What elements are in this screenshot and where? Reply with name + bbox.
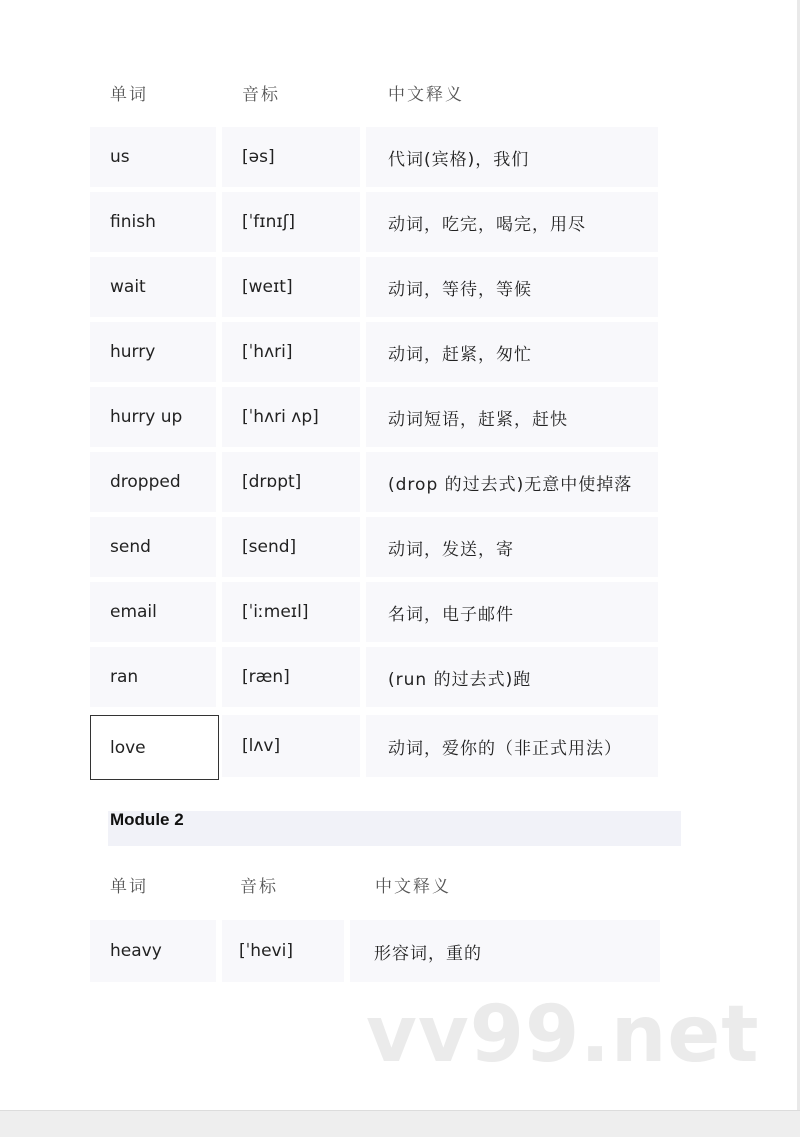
cell-meaning[interactable]: 动词，发送，寄 xyxy=(366,517,658,577)
cell-word[interactable]: email xyxy=(90,582,216,642)
cell-word[interactable]: ran xyxy=(90,647,216,707)
header-phonetic: 音标 xyxy=(240,877,278,897)
watermark-text: vv99.net xyxy=(366,990,760,1080)
cell-meaning[interactable]: 形容词，重的 xyxy=(350,920,660,982)
module-title: Module 2 xyxy=(110,810,184,829)
cell-meaning[interactable]: 动词，爱你的（非正式用法） xyxy=(366,715,658,777)
cell-meaning[interactable]: 动词，吃完，喝完，用尽 xyxy=(366,192,658,252)
header-meaning: 中文释义 xyxy=(375,877,451,897)
cell-meaning[interactable]: 代词(宾格)，我们 xyxy=(366,127,658,187)
cell-word[interactable]: send xyxy=(90,517,216,577)
cell-word[interactable]: us xyxy=(90,127,216,187)
cell-phonetic[interactable]: [drɒpt] xyxy=(222,452,360,512)
cell-word[interactable]: wait xyxy=(90,257,216,317)
cell-word[interactable]: hurry up xyxy=(90,387,216,447)
cell-meaning[interactable]: 动词短语，赶紧，赶快 xyxy=(366,387,658,447)
cell-phonetic[interactable]: [ˈiːmeɪl] xyxy=(222,582,360,642)
cell-phonetic[interactable]: [ˈhʌri ʌp] xyxy=(222,387,360,447)
module-heading-band xyxy=(108,811,681,846)
header-word: 单词 xyxy=(110,877,148,897)
cell-meaning[interactable]: (run 的过去式)跑 xyxy=(366,647,658,707)
header-word: 单词 xyxy=(110,85,148,105)
cell-phonetic[interactable]: [ˈhʌri] xyxy=(222,322,360,382)
cell-phonetic[interactable]: [ˈfɪnɪʃ] xyxy=(222,192,360,252)
cell-phonetic[interactable]: [ræn] xyxy=(222,647,360,707)
cell-meaning[interactable]: 动词，赶紧，匆忙 xyxy=(366,322,658,382)
cell-word[interactable]: hurry xyxy=(90,322,216,382)
header-meaning: 中文释义 xyxy=(388,85,464,105)
cell-word-selected[interactable]: love xyxy=(90,715,219,780)
cell-phonetic[interactable]: [weɪt] xyxy=(222,257,360,317)
cell-meaning[interactable]: 动词，等待，等候 xyxy=(366,257,658,317)
cell-phonetic[interactable]: [lʌv] xyxy=(222,715,360,777)
bottom-bar xyxy=(0,1110,800,1137)
header-phonetic: 音标 xyxy=(242,85,280,105)
cell-word[interactable]: dropped xyxy=(90,452,216,512)
cell-phonetic[interactable]: [ˈhevi] xyxy=(222,920,344,982)
cell-word[interactable]: finish xyxy=(90,192,216,252)
cell-phonetic[interactable]: [əs] xyxy=(222,127,360,187)
cell-word[interactable]: heavy xyxy=(90,920,216,982)
cell-meaning[interactable]: (drop 的过去式)无意中使掉落 xyxy=(366,452,658,512)
cell-meaning[interactable]: 名词，电子邮件 xyxy=(366,582,658,642)
cell-phonetic[interactable]: [send] xyxy=(222,517,360,577)
